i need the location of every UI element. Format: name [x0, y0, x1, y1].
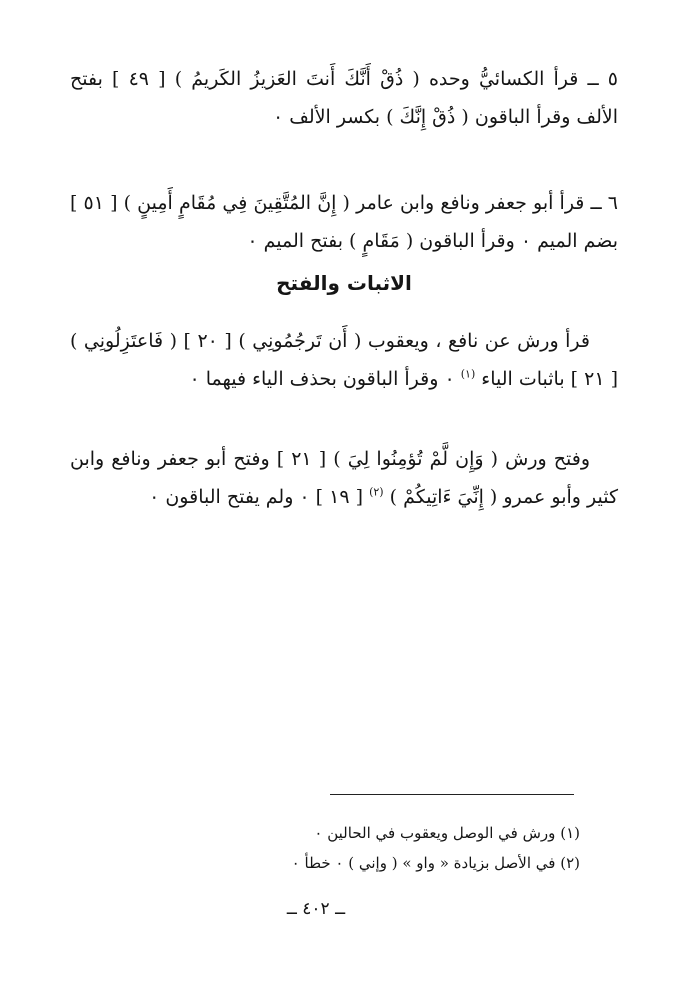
- paragraph-note-6-text: ٦ ــ قرأ أبو جعفر ونافع وابن عامر ( إِنَّ المُتَّقِينَ فِي مُقَامٍ أَمِينٍ ) [ ٥١ ] بضم الميم ٠ وقرأ الباقون ( مَقَامٍ ) بفتح الميم ٠: [70, 192, 618, 252]
- paragraph-fath: [70, 440, 618, 516]
- footnote-2-number: (٢): [560, 854, 580, 872]
- paragraph-note-6: [70, 184, 618, 260]
- footnotes: [150, 818, 580, 878]
- paragraph-note-5-text: ٥ ــ قرأ الكسائيُّ وحده ( ذُقْ أَنَّكَ أَنتَ العَزيزُ الكَريمُ ) [ ٤٩ ] بفتح الألف وقرأ الباقون ( ذُقْ إِنَّكَ ) بكسر الألف ٠: [70, 68, 618, 128]
- footnote-2: [150, 848, 580, 878]
- paragraph-ithbat: [70, 322, 618, 398]
- paragraph-fath-text-after: [ ١٩ ] ٠ ولم يفتح الباقون ٠: [149, 486, 364, 508]
- page-number: ــ ٤٠٢ ــ: [286, 899, 346, 919]
- footnote-ref-2: (٢): [369, 485, 384, 499]
- section-heading: الاثبات والفتح: [276, 271, 412, 295]
- footnote-ref-1: (١): [460, 367, 476, 381]
- paragraph-note-5: [70, 60, 618, 136]
- footnote-divider: [330, 794, 574, 795]
- footnote-2-text: في الأصل بزيادة « واو » ( وإني ) ٠ خطأ ٠: [291, 854, 556, 872]
- paragraph-fath-text-before: وفتح ورش ( وَإِن لَّمْ تُؤمِنُوا لِيَ ) [ ٢١ ] وفتح أبو جعفر ونافع وابن كثير وأبو عمرو ( إِنِّيَ ءَاتِيكُمْ ): [70, 448, 618, 508]
- footnote-1: [150, 818, 580, 848]
- footnote-1-number: (١): [560, 824, 580, 842]
- paragraph-ithbat-text-before: قرأ ورش عن نافع ، ويعقوب ( أَن تَرجُمُونِي ) [ ٢٠ ] ( فَاعتَزِلُونِي ) [ ٢١ ] باثبات الياء: [70, 330, 618, 390]
- paragraph-ithbat-text-after: ٠ وقرأ الباقون بحذف الياء فيهما ٠: [189, 368, 455, 390]
- footnote-1-text: ورش في الوصل ويعقوب في الحالين ٠: [314, 824, 556, 842]
